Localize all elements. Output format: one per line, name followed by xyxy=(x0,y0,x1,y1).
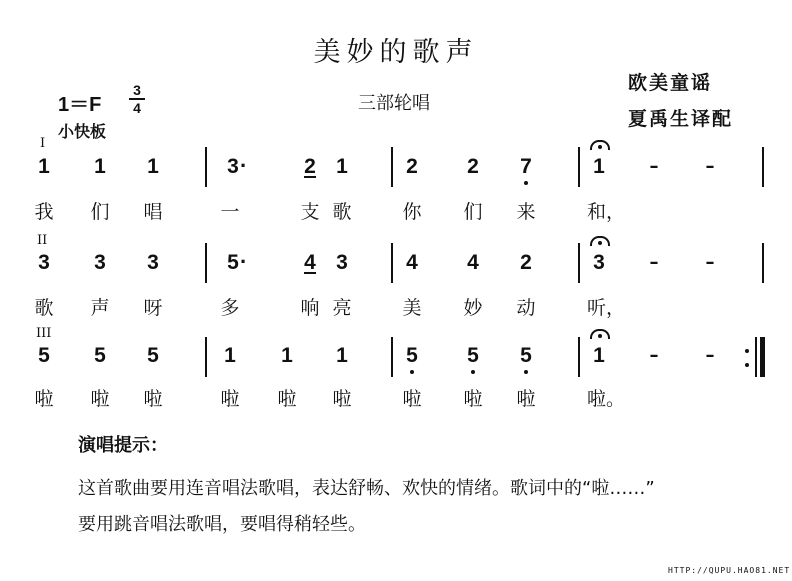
note: 1 xyxy=(224,344,236,367)
voice-label-1: I xyxy=(40,136,46,151)
hint-line-1: 这首歌曲要用连音唱法歌唱，表达舒畅、欢快的情绪。歌词中的“啦……” xyxy=(78,478,655,499)
note: 2 xyxy=(406,155,418,178)
note: 5 xyxy=(38,344,50,367)
tempo-marking: 小快板 xyxy=(58,122,107,141)
low-octave-dot xyxy=(524,370,528,374)
voice-label-2: II xyxy=(37,233,48,248)
bar-line xyxy=(391,337,393,377)
lyric: 和， xyxy=(587,201,626,223)
lyric: 啦 xyxy=(143,388,163,410)
dash: – xyxy=(705,345,715,366)
meter-top: 3 xyxy=(133,82,141,98)
note: 1 xyxy=(336,155,348,178)
note-fermata: 3 xyxy=(587,251,611,275)
lyric: 啦 xyxy=(402,388,422,410)
bar-line xyxy=(578,147,580,187)
dash: – xyxy=(705,252,715,273)
fermata-icon xyxy=(590,329,610,339)
fermata-icon xyxy=(590,140,610,150)
low-octave-dot xyxy=(410,370,414,374)
note: 3 xyxy=(38,251,50,274)
note: 3 xyxy=(227,155,239,178)
repeat-thick-bar xyxy=(760,337,765,377)
note-underlined: 2 xyxy=(304,155,316,178)
note: 3 xyxy=(147,251,159,274)
note-low: 5 xyxy=(514,344,538,368)
lyric: 们 xyxy=(90,201,110,223)
note: 5 xyxy=(94,344,106,367)
bar-line xyxy=(391,243,393,283)
lyric: 歌 xyxy=(34,297,54,319)
augmentation-dot: · xyxy=(240,153,248,178)
origin-credit: 欧美童谣 xyxy=(628,72,713,94)
lyric: 妙 xyxy=(463,297,483,319)
note-low: 7 xyxy=(514,155,538,179)
watermark: HTTP://QUPU.HAO81.NET xyxy=(668,566,791,575)
bar-line xyxy=(578,337,580,377)
note-fermata: 1 xyxy=(587,344,611,368)
note-low: 5 xyxy=(400,344,424,368)
note: 1 xyxy=(336,344,348,367)
hint-title: 演唱提示： xyxy=(78,435,168,456)
lyric: 响 xyxy=(300,297,320,319)
lyric: 你 xyxy=(402,201,422,223)
note: 3 xyxy=(94,251,106,274)
lyric: 我 xyxy=(34,201,54,223)
underline xyxy=(304,176,316,178)
lyric: 啦 xyxy=(277,388,297,410)
lyric: 啦 xyxy=(34,388,54,410)
performance-mode: 三部轮唱 xyxy=(358,93,430,114)
bar-line xyxy=(391,147,393,187)
note-fermata: 1 xyxy=(587,155,611,179)
lyric: 一 xyxy=(220,201,240,223)
lyric: 声 xyxy=(90,297,110,319)
arranger-credit: 夏禹生译配 xyxy=(628,108,734,130)
lyric: 们 xyxy=(463,201,483,223)
lyric: 啦 xyxy=(463,388,483,410)
lyric: 动 xyxy=(516,297,536,319)
lyric: 亮 xyxy=(332,297,352,319)
lyric: 来 xyxy=(516,201,536,223)
note: 1 xyxy=(147,155,159,178)
hint-line-2: 要用跳音唱法歌唱，要唱得稍轻些。 xyxy=(78,514,366,535)
song-title: 美妙的歌声 xyxy=(313,37,479,68)
key-signature: 1＝F xyxy=(58,94,102,116)
bar-line xyxy=(578,243,580,283)
augmentation-dot: · xyxy=(240,249,248,274)
meter-bottom: 4 xyxy=(133,100,141,116)
underline xyxy=(304,272,316,274)
lyric: 啦 xyxy=(90,388,110,410)
lyric: 啦 xyxy=(516,388,536,410)
repeat-dot-lower xyxy=(745,363,749,367)
low-octave-dot xyxy=(471,370,475,374)
note-low: 5 xyxy=(461,344,485,368)
lyric: 支 xyxy=(300,201,320,223)
lyric: 听， xyxy=(587,297,626,319)
note: 1 xyxy=(94,155,106,178)
note: 5 xyxy=(227,251,239,274)
bar-line xyxy=(205,147,207,187)
dash: – xyxy=(649,345,659,366)
note: 2 xyxy=(467,155,479,178)
note: 4 xyxy=(406,251,418,274)
fermata-icon xyxy=(590,236,610,246)
lyric: 多 xyxy=(220,297,240,319)
lyric: 美 xyxy=(402,297,422,319)
bar-line xyxy=(205,337,207,377)
lyric: 啦。 xyxy=(587,388,626,410)
note: 2 xyxy=(520,251,532,274)
lyric: 啦 xyxy=(220,388,240,410)
note: 1 xyxy=(281,344,293,367)
repeat-thin-bar xyxy=(755,337,757,377)
dash: – xyxy=(649,252,659,273)
note: 3 xyxy=(336,251,348,274)
voice-label-3: III xyxy=(36,326,52,341)
low-octave-dot xyxy=(524,181,528,185)
lyric: 呀 xyxy=(143,297,163,319)
lyric: 歌 xyxy=(332,201,352,223)
bar-line xyxy=(205,243,207,283)
note: 4 xyxy=(467,251,479,274)
lyric: 啦 xyxy=(332,388,352,410)
note: 5 xyxy=(147,344,159,367)
repeat-dot-upper xyxy=(745,349,749,353)
bar-line xyxy=(762,147,764,187)
dash: – xyxy=(705,156,715,177)
note: 1 xyxy=(38,155,50,178)
time-signature xyxy=(129,84,145,114)
dash: – xyxy=(649,156,659,177)
note-underlined: 4 xyxy=(304,251,316,274)
lyric: 唱 xyxy=(143,201,163,223)
bar-line xyxy=(762,243,764,283)
